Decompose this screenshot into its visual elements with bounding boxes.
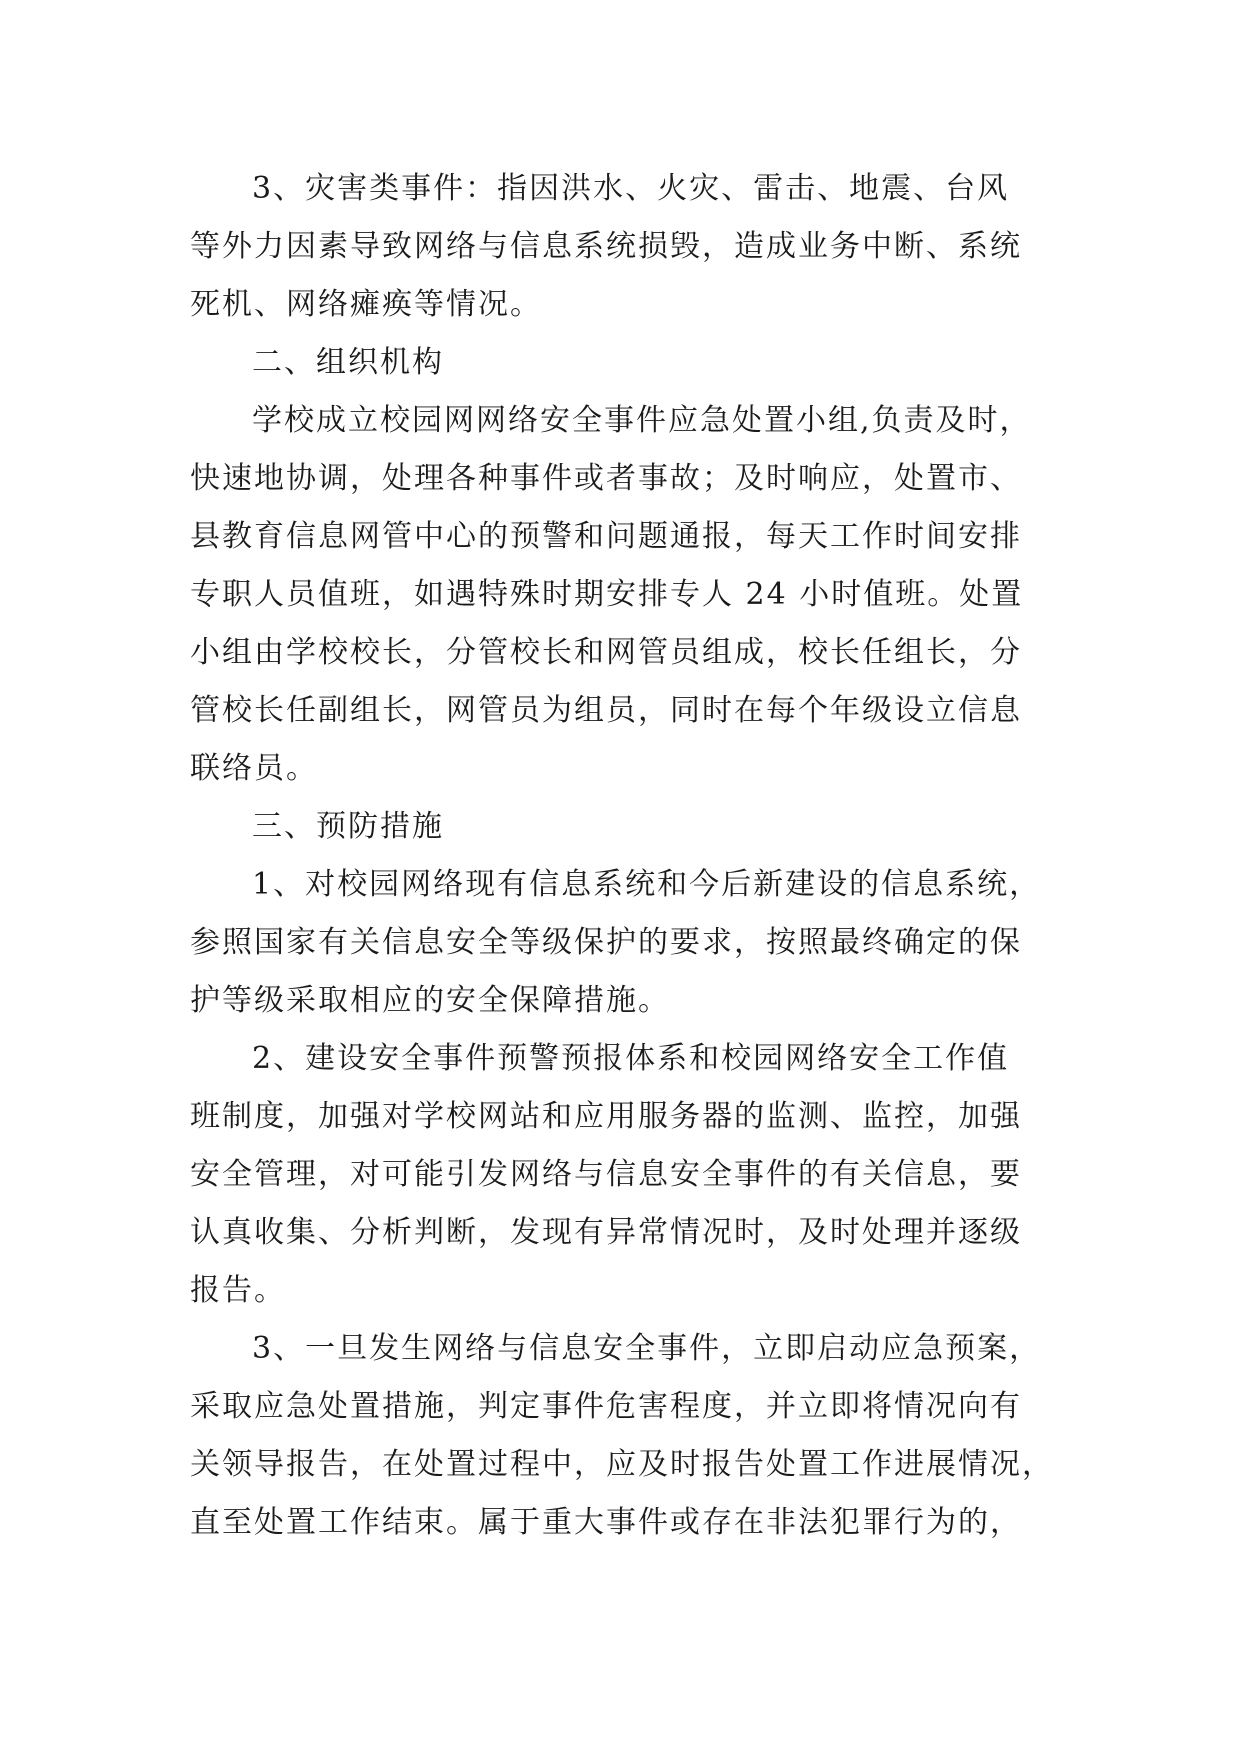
paragraph-line: 直至处置工作结束。属于重大事件或存在非法犯罪行为的， [190, 1505, 1022, 1540]
paragraph-line: 安全管理，对可能引发网络与信息安全事件的有关信息，要 [190, 1157, 1022, 1192]
section-heading: 二、组织机构 [252, 345, 444, 380]
paragraph-line: 参照国家有关信息安全等级保护的要求，按照最终确定的保 [190, 925, 1022, 960]
paragraph-line: 2、建设安全事件预警预报体系和校园网络安全工作值 [252, 1041, 1010, 1076]
document-body [190, 160, 1060, 1552]
paragraph-line: 快速地协调，处理各种事件或者事故；及时响应，处置市、 [190, 461, 1022, 496]
paragraph-line: 采取应急处置措施，判定事件危害程度，并立即将情况向有 [190, 1389, 1022, 1424]
section-heading: 三、预防措施 [252, 809, 444, 844]
paragraph-line: 县教育信息网管中心的预警和问题通报，每天工作时间安排 [190, 519, 1022, 554]
paragraph-line: 小组由学校校长，分管校长和网管员组成，校长任组长，分 [190, 635, 1022, 670]
paragraph-line: 3、一旦发生网络与信息安全事件，立即启动应急预案， [252, 1331, 1042, 1366]
paragraph-line: 1、对校园网络现有信息系统和今后新建设的信息系统， [252, 867, 1042, 902]
paragraph-line: 报告。 [190, 1273, 286, 1308]
paragraph-line: 等外力因素导致网络与信息系统损毁，造成业务中断、系统 [190, 229, 1022, 264]
paragraph-line: 死机、网络瘫痪等情况。 [190, 287, 542, 322]
paragraph-line: 管校长任副组长，网管员为组员，同时在每个年级设立信息 [190, 693, 1022, 728]
paragraph-line: 学校成立校园网网络安全事件应急处置小组,负责及时， [252, 403, 1032, 438]
paragraph-line: 专职人员值班，如遇特殊时期安排专人 24 小时值班。处置 [190, 577, 1024, 612]
paragraph-line: 认真收集、分析判断，发现有异常情况时，及时处理并逐级 [190, 1215, 1022, 1250]
paragraph-line: 护等级采取相应的安全保障措施。 [190, 983, 670, 1018]
paragraph-line: 3、灾害类事件：指因洪水、火灾、雷击、地震、台风 [252, 171, 1010, 206]
paragraph-line: 联络员。 [190, 751, 318, 786]
paragraph-line: 班制度，加强对学校网站和应用服务器的监测、监控，加强 [190, 1099, 1022, 1134]
paragraph-line: 关领导报告，在处置过程中，应及时报告处置工作进展情况， [190, 1447, 1054, 1482]
